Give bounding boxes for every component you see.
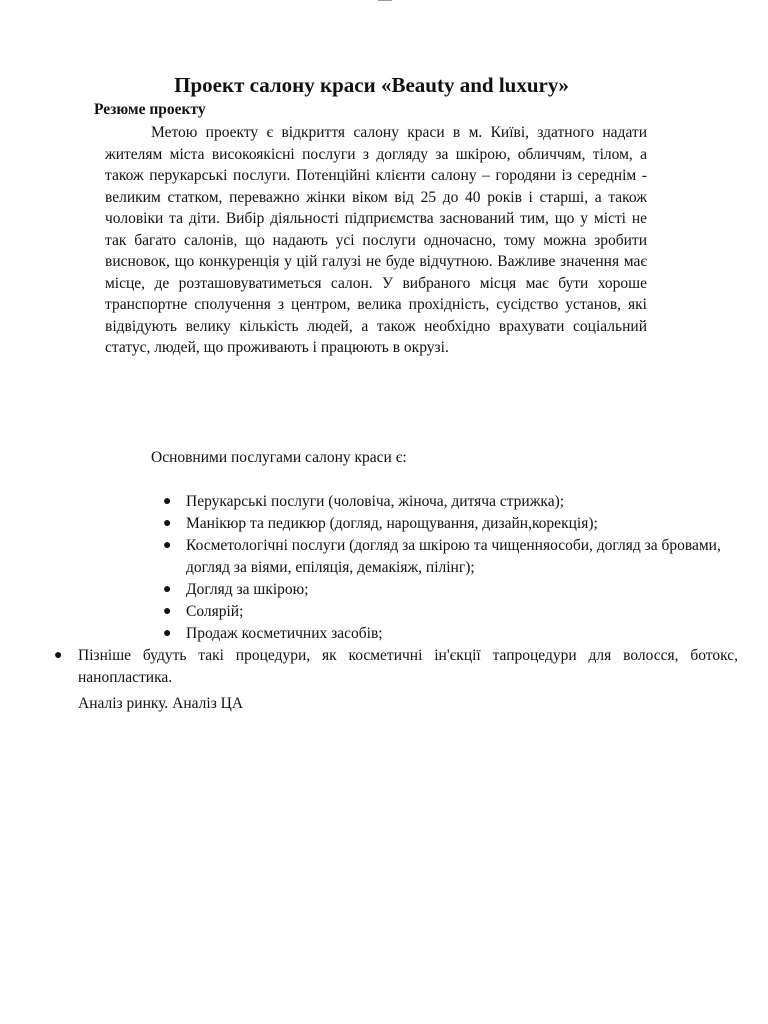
bullet-icon: ● [163, 582, 172, 597]
list-item [50, 645, 738, 689]
bullet-icon: ● [163, 538, 172, 553]
page-top-marker [378, 0, 392, 1]
summary-heading: Резюме проекту [94, 101, 206, 118]
service-item-cosmetology: Косметологічні послуги (догляд за шкірою та чищенняособи, догляд за бровами, догляд за віями, епіляція, демакіяж, пілінг); [186, 537, 721, 576]
bullet-icon: ● [163, 516, 172, 531]
list-item [158, 535, 740, 579]
bullet-icon: ● [163, 626, 172, 641]
analysis-line: Аналіз ринку. Аналіз ЦА [78, 695, 244, 712]
service-item-hairdressing: Перукарські послуги (чоловіча, жіноча, дитяча стрижка); [186, 493, 565, 510]
service-item-manicure: Манікюр та педикюр (догляд, нарощування, дизайн,корекція); [186, 515, 598, 532]
services-intro: Основними послугами салону краси є: [151, 449, 407, 466]
list-item [158, 601, 740, 623]
list-item [158, 579, 740, 601]
list-item [158, 491, 740, 513]
list-item [158, 623, 740, 645]
service-item-cosmetics-sale: Продаж косметичних засобів; [186, 625, 383, 642]
services-list [158, 491, 740, 645]
list-item [158, 513, 740, 535]
document-title: Проект салону краси «Beauty and luxury» [174, 73, 569, 97]
later-procedures-text: Пізніше будуть такі процедури, як косметичні ін'єкції тапроцедури для волосся, ботокс, нанопластика. [78, 647, 738, 686]
bullet-icon: ● [163, 604, 172, 619]
later-procedures-list [50, 645, 738, 689]
service-item-solarium: Солярій; [186, 603, 244, 620]
bullet-icon: ● [54, 648, 63, 663]
service-item-skincare: Догляд за шкірою; [186, 581, 309, 598]
bullet-icon: ● [163, 494, 172, 509]
summary-paragraph: Метою проекту є відкриття салону краси в м. Київі, здатного надати жителям міста високоякісні послуги з догляду за шкірою, обличчям, тілом, а також перукарські послуги. Потенційні клієнти салону – городяни із середнім - великим статком, переважно жінки віком від 25 до 40 років і старші, а також чоловіки та діти. Вибір діяльності підприємства заснований тим, що у місті не так багато салонів, що надають усі послуги одночасно, тому можна зробити висновок, що конкуренція у цій галузі не буде відчутною. Важливе значення має місце, де розташовуватиметься салон. У вибраного місця має бути хороше транспортне сполучення з центром, велика прохідність, сусідство установ, які відвідують велику кількість людей, а також необхідно врахувати соціальний статус, людей, що проживають і працюють в окрузі. [105, 124, 647, 356]
